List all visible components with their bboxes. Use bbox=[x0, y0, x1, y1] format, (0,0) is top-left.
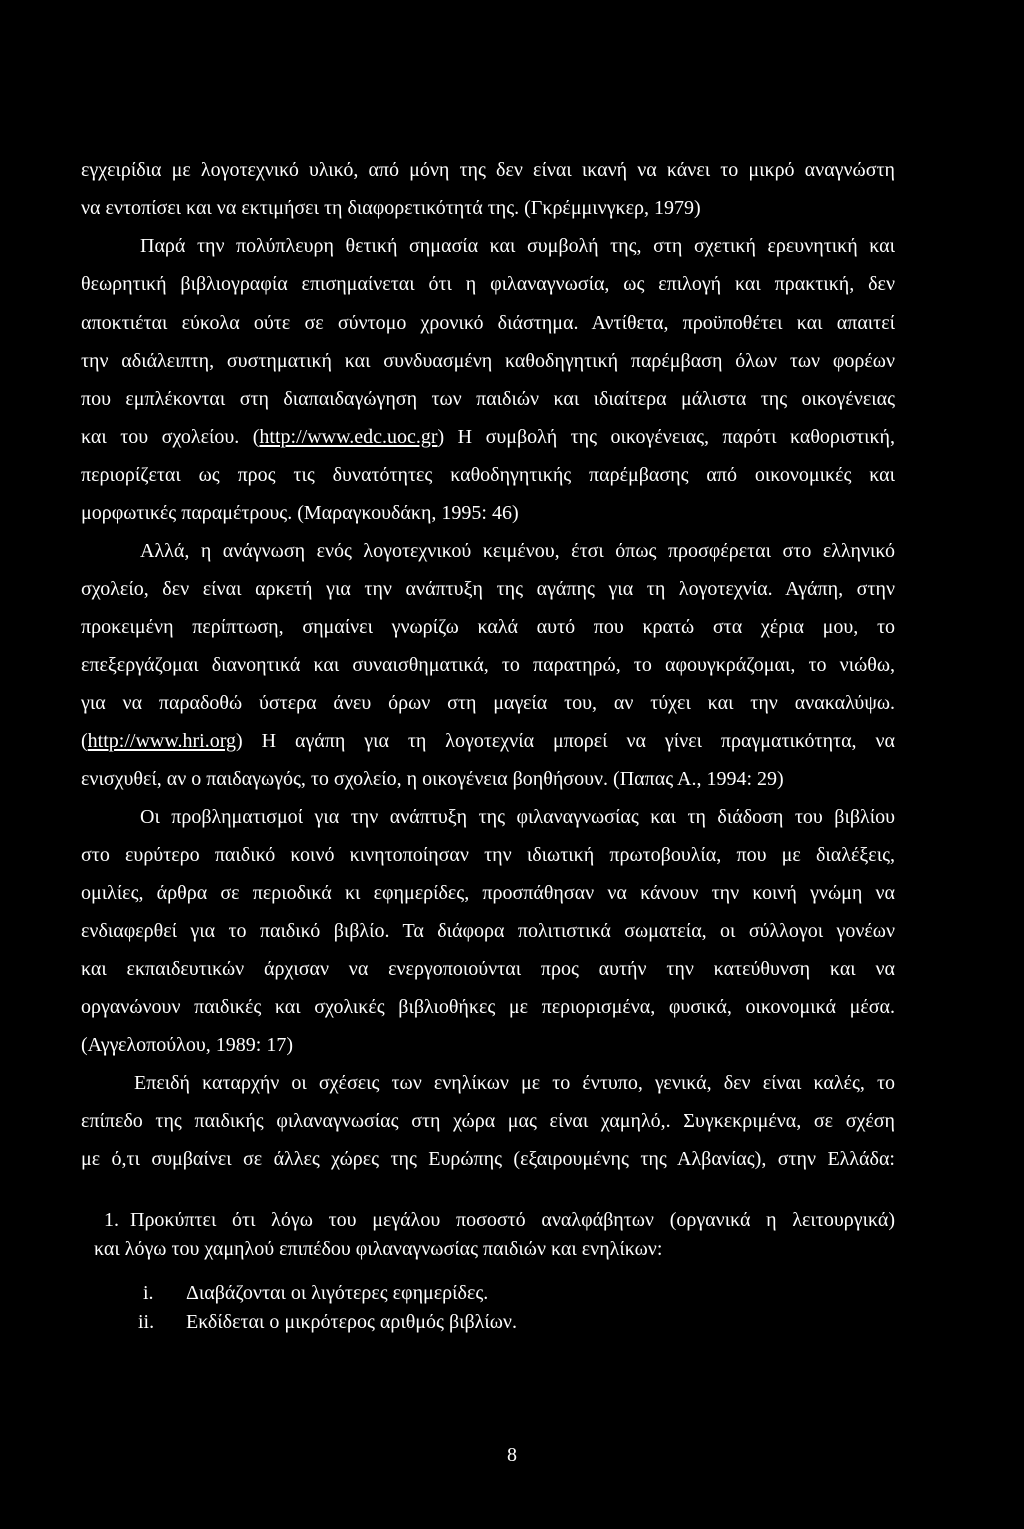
sublist-item-text: Εκδίδεται ο μικρότερος αριθμός βιβλίων. bbox=[186, 1311, 517, 1333]
text-line: και εκπαιδευτικών άρχισαν να ενεργοποιούνται προς αυτήν την κατεύθυνση και να bbox=[81, 958, 895, 980]
text-line: οργανώνουν παιδικές και σχολικές βιβλιοθήκες με περιορισμένα, φυσικά, οικονομικά μέσα. bbox=[81, 996, 895, 1018]
sublist-numeral: ii. bbox=[138, 1311, 155, 1333]
sublist-numeral: i. bbox=[143, 1282, 154, 1304]
text-line: επεξεργάζομαι διανοητικά και συναισθηματικά, το παρατηρώ, το αφουγκράζομαι, το νιώθω, bbox=[81, 654, 895, 676]
text-line: για να παραδοθώ ύστερα άνευ όρων στη μαγεία του, αν τύχει και την ανακαλύψω. bbox=[81, 692, 895, 714]
text-line: ενδιαφερθεί για το παιδικό βιβλίο. Τα διάφορα πολιτιστικά σωματεία, οι σύλλογοι γονέων bbox=[81, 920, 895, 942]
text-line: ενισχυθεί, αν ο παιδαγωγός, το σχολείο, η οικογένεια βοηθήσουν. (Παπας Α., 1994: 29) bbox=[81, 768, 784, 790]
list-item-text: και λόγω του χαμηλού επιπέδου φιλαναγνωσίας παιδιών και ενηλίκων: bbox=[94, 1238, 663, 1260]
text-line: που εμπλέκονται στη διαπαιδαγώγηση των παιδιών και ιδιαίτερα μάλιστα της οικογένειας bbox=[81, 388, 895, 410]
text-line: προκειμένη περίπτωση, σημαίνει γνωρίζω καλά αυτό που κρατώ στα χέρια μου, το bbox=[81, 616, 895, 638]
text-segment: Η συμβολή της οικογένειας, παρότι καθοριστική, bbox=[457, 426, 895, 448]
list-item-text: Προκύπτει ότι λόγω του μεγάλου ποσοστό αναλφάβητων (οργανικά η λειτουργικά) bbox=[130, 1209, 895, 1231]
text-line: εγχειρίδια με λογοτεχνικό υλικό, από μόνη της δεν είναι ικανή να κάνει το μικρό αναγνώστη bbox=[81, 159, 895, 181]
text-line: να εντοπίσει και να εκτιμήσει τη διαφορετικότητά της. (Γκρέμμινγκερ, 1979) bbox=[81, 197, 701, 219]
text-segment: ) bbox=[236, 730, 243, 752]
list-number: 1. bbox=[104, 1209, 119, 1231]
text-line: θεωρητική βιβλιογραφία επισημαίνεται ότι η φιλαναγνωσία, ως επιλογή και πρακτική, δεν bbox=[81, 273, 895, 295]
text-segment: ( bbox=[81, 730, 88, 752]
text-line: μορφωτικές παραμέτρους. (Μαραγκουδάκη, 1995: 46) bbox=[81, 502, 519, 524]
text-line: αποκτιέται εύκολα ούτε σε σύντομο χρονικό διάστημα. Αντίθετα, προϋποθέτει και απαιτεί bbox=[81, 312, 895, 334]
text-line: Παρά την πολύπλευρη θετική σημασία και συμβολή της, στη σχετική ερευνητική και bbox=[140, 235, 895, 257]
text-line: επίπεδο της παιδικής φιλαναγνωσίας στη χώρα μας είναι χαμηλό,. Συγκεκριμένα, σε σχέση bbox=[81, 1110, 895, 1132]
text-line: Αλλά, η ανάγνωση ενός λογοτεχνικού κειμένου, έτσι όπως προσφέρεται στο ελληνικό bbox=[140, 540, 895, 562]
text-line: σχολείο, δεν είναι αρκετή για την ανάπτυξη της αγάπης για τη λογοτεχνία. Αγάπη, στην bbox=[81, 578, 895, 600]
text-line: ομιλίες, άρθρα σε περιοδικά κι εφημερίδες, προσπάθησαν να κάνουν την κοινή γνώμη να bbox=[81, 882, 895, 904]
text-segment: ) bbox=[437, 426, 445, 448]
text-line: με ό,τι συμβαίνει σε άλλες χώρες της Ευρώπης (εξαιρουμένης της Αλβανίας), στην Ελλάδα: bbox=[81, 1148, 895, 1170]
text-segment: και του σχολείου. ( bbox=[81, 426, 260, 448]
text-line bbox=[81, 425, 895, 449]
website-link[interactable]: http://www.hri.org bbox=[87, 730, 237, 752]
text-segment: Η αγάπη για τη λογοτεχνία μπορεί να γίνει πραγματικότητα, να bbox=[261, 730, 896, 752]
text-line: Οι προβληματισμοί για την ανάπτυξη της φιλαναγνωσίας και τη διάδοση του βιβλίου bbox=[140, 806, 895, 828]
sublist-item-text: Διαβάζονται οι λιγότερες εφημερίδες. bbox=[186, 1282, 489, 1304]
website-link[interactable]: http://www.edc.uoc.gr bbox=[259, 426, 438, 448]
text-line: Επειδή καταρχήν οι σχέσεις των ενηλίκων με το έντυπο, γενικά, δεν είναι καλές, το bbox=[134, 1072, 895, 1094]
text-line: περιορίζεται ως προς τις δυνατότητες καθοδηγητικής παρέμβασης από οικονομικές και bbox=[81, 464, 895, 486]
text-line bbox=[81, 729, 895, 753]
text-line: την αδιάλειπτη, συστηματική και συνδυασμένη καθοδηγητική παρέμβαση όλων των φορέων bbox=[81, 350, 895, 372]
page-number: 8 bbox=[507, 1444, 517, 1466]
text-line: (Αγγελοπούλου, 1989: 17) bbox=[81, 1034, 293, 1056]
text-line: στο ευρύτερο παιδικό κοινό κινητοποίησαν την ιδιωτική πρωτοβουλία, που με διαλέξεις, bbox=[81, 844, 895, 866]
